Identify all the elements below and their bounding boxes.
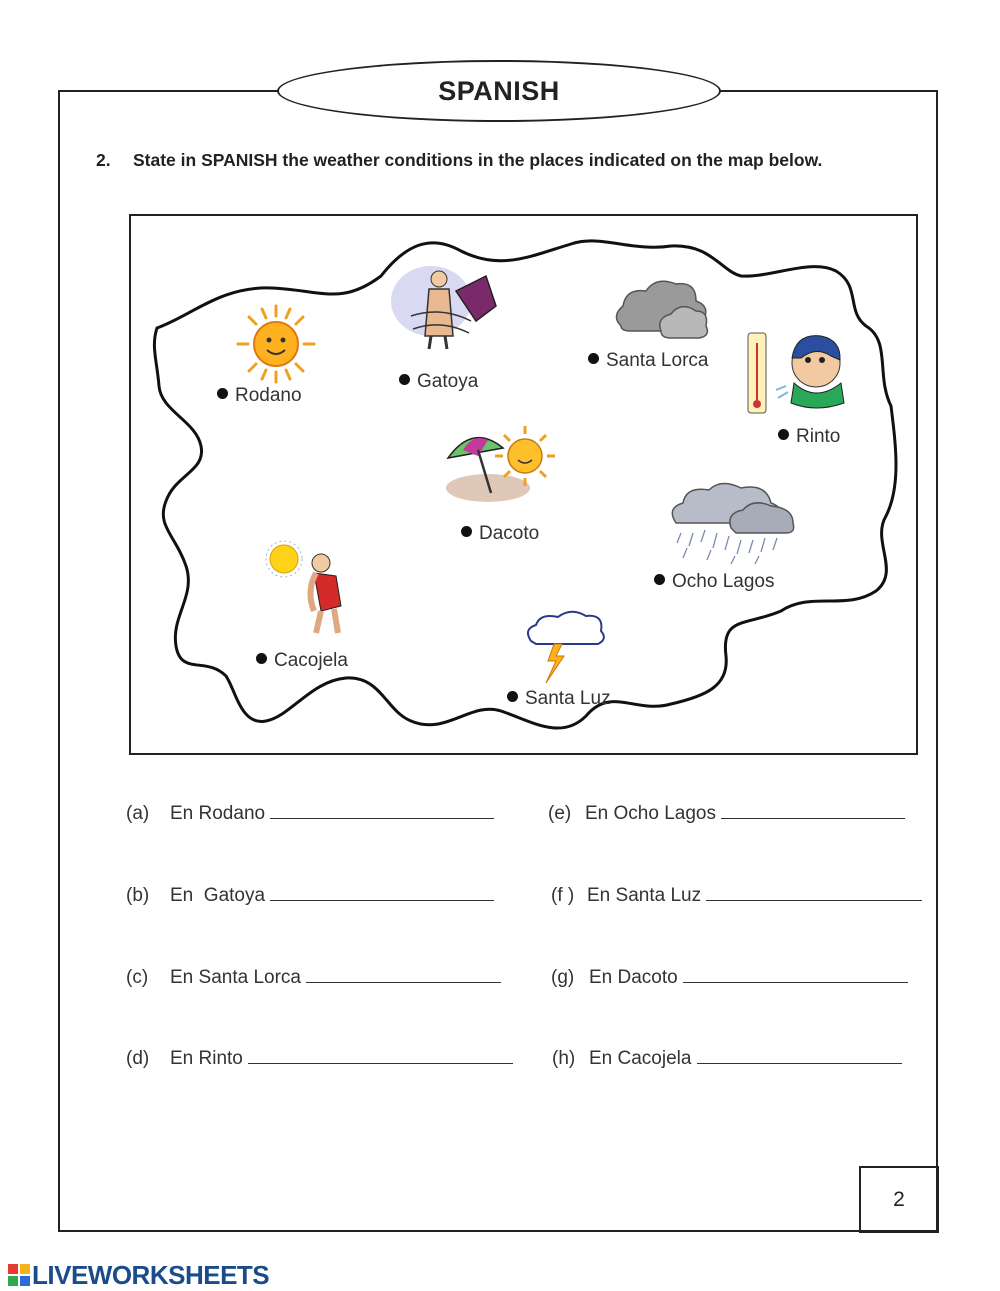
place-santa-luz [507, 688, 611, 710]
answer-label: En Dacoto [589, 967, 678, 988]
cold-icon [748, 333, 844, 413]
page-number: 2 [893, 1187, 905, 1211]
map-box [129, 214, 918, 755]
hot-icon [266, 541, 341, 633]
page-title [277, 60, 721, 122]
question [96, 150, 822, 171]
answer-label: En Santa Luz [587, 885, 702, 906]
place-label: Dacoto [479, 523, 540, 544]
answer-letter: (e) [548, 803, 572, 824]
place-dacoto [461, 523, 539, 545]
answer-label: En Cacojela [589, 1048, 692, 1069]
answer-a [126, 803, 494, 825]
answer-label: En Santa Lorca [170, 967, 301, 988]
answer-e [548, 803, 905, 825]
place-dot [588, 353, 599, 364]
answer-g [551, 967, 908, 989]
answer-label: En Rinto [170, 1048, 243, 1069]
place-dot [399, 374, 410, 385]
place-label: Cacojela [274, 650, 348, 671]
place-gatoya [399, 371, 478, 393]
place-label: Rodano [235, 385, 302, 406]
answer-label: En Rodano [170, 803, 266, 824]
answer-d [126, 1048, 513, 1070]
rain-icon [672, 483, 793, 564]
place-dot [256, 653, 267, 664]
place-santa-lorca [588, 350, 708, 372]
answer-h [552, 1048, 902, 1070]
place-cacojela [256, 650, 348, 672]
answer-blank-c[interactable] [306, 968, 501, 983]
title-text: SPANISH [438, 75, 560, 106]
place-label: Ocho Lagos [672, 571, 775, 592]
answer-letter: (h) [552, 1048, 576, 1069]
sun-icon [238, 306, 314, 382]
question-text: State in SPANISH the weather conditions in the places indicated on the map below. [133, 150, 823, 170]
answer-letter: (b) [126, 885, 150, 906]
place-dot [217, 388, 228, 399]
place-ocho-lagos [654, 571, 774, 593]
answer-blank-h[interactable] [697, 1049, 902, 1064]
answer-b [126, 885, 494, 907]
question-number: 2. [96, 150, 111, 170]
answer-letter: (f ) [551, 885, 575, 906]
answer-c [126, 967, 501, 989]
place-label: Santa Luz [525, 688, 611, 709]
answer-letter: (d) [126, 1048, 150, 1069]
place-dot [778, 429, 789, 440]
answer-label: En Gatoya [170, 885, 266, 906]
brand-text: LIVEWORKSHEETS [32, 1260, 270, 1290]
answer-blank-d[interactable] [248, 1049, 513, 1064]
answer-letter: (c) [126, 967, 149, 988]
answer-letter: (a) [126, 803, 150, 824]
place-dot [461, 526, 472, 537]
answer-blank-f[interactable] [706, 886, 922, 901]
answer-letter: (g) [551, 967, 575, 988]
place-label: Santa Lorca [606, 350, 709, 371]
place-label: Rinto [796, 426, 841, 447]
page-number-box [859, 1166, 939, 1233]
place-dot [507, 691, 518, 702]
brand-logo [8, 1260, 269, 1291]
place-rodano [217, 385, 302, 407]
brand-grid-icon [8, 1264, 32, 1288]
place-rinto [778, 426, 840, 448]
place-dot [654, 574, 665, 585]
answer-blank-e[interactable] [721, 804, 905, 819]
answer-blank-a[interactable] [270, 804, 494, 819]
answer-f [551, 885, 922, 907]
windy-icon [391, 266, 496, 349]
answer-blank-b[interactable] [270, 886, 494, 901]
sunny-beach-icon [446, 426, 555, 502]
answer-label: En Ocho Lagos [585, 803, 716, 824]
place-label: Gatoya [417, 371, 479, 392]
storm-icon [528, 612, 604, 683]
cloudy-icon [616, 281, 707, 338]
map-illustration [131, 216, 916, 753]
answer-blank-g[interactable] [683, 968, 908, 983]
